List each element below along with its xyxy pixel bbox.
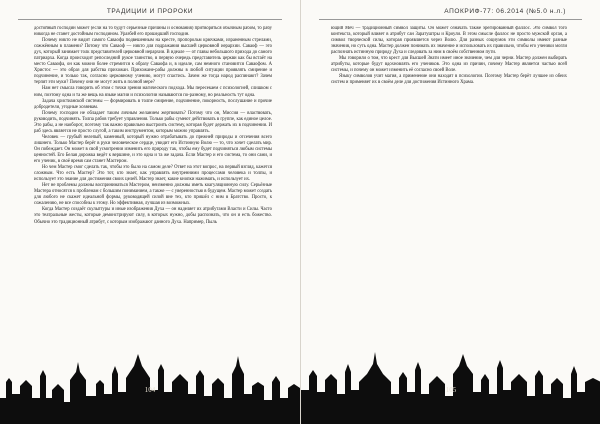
left-page-body [34,26,272,308]
city-skyline-silhouette-right [301,294,600,424]
city-skyline-silhouette-left [0,294,300,424]
paragraph: Но чем Мастер смог сделать так, чтобы это было на самом деле? Ответ на этот вопрос, на первый взгляд, кажется сложным. Что есть Мастер? Это тот, кто знает, как управлять внутренними процессами человека и толпы, и использует это знание для достижения своих целей. Мастер знает, какие кнопки нажимать, и использует их. [34,165,272,183]
paragraph: Мы говорили о том, что крест для Высшей Знати имеет иное значение, чем для черни. Мастер должен выбирать атрибуты, которые будут вдохновлять его учеников. Это одна из причин, почему Мастер является частью всей системы, и почему он может изменить её согласно своей Воле. [331,56,567,74]
page-number-left: 104 [144,386,156,394]
running-head-left: ТРАДИЦИИ И ПРОРОКИ [106,8,194,15]
paragraph: Когда Мастер создаёт скульптуры и иные изображения Духа — он наделяет их атрибутами Власти и Силы. Часто это театральные жесты, которые демонстрируют силу, в которых нужно, добы распознать, что он и есть божество. Обычно это традиционный атрибут, с которым изображают данного Духа. Например, Пыль [34,207,272,225]
paragraph: ющий Мёч — традиционный символ защиты. Он может означать также эрегированный фаллос. Это символ того контекста, который влияет в атрибут сан Заратуштры и Кроули. В этом смысле фаллос не просто мужской орган, а символ творческой силы, которая проявляется через Волю. Для разных социумов эти символы имеют разные значения, но суть одна. Мастер должен понимать их значение и использовать их правильно, чтобы его ученики могли распознать истинную природу Духа и следовать за ним в своём собственном пути. [331,26,567,56]
paragraph: Нам нет смысла говорить об этом с точки зрения магического подхода. Мы пересекаем с психологией, слишком с ним, поэтому одна и та же вещь на языке магии и психологии называются по-разному, но реальность тут одна. [34,86,272,98]
header-rule-left [18,19,282,20]
paragraph: Нет не проблемы должны восприниматься Мастером, неизменно должны иметь коагуляционную силу. Серьёзные Мастера относятся к проблемам с большим пониманием, а также — с уверенностью в будущем. Мастер может создать для любого не скажет идеальной формы, руководящей силой вне тех, кто пришёл с ним в Братство. Просто, к сожалению, не все способны к этому. Но эффективная, лучшая из возможных. [34,183,272,207]
paragraph: Человек — грубый нелепый, каменный, который нужно отрабатывать до прежней природы и отсечения всего лишнего. Только Мастер берёт в руки человеческое сердце, увидит его Истинную Волю — то, что хочет сделать мир. Он побеждает. Он может в свой усмотрении изменить его природу так, чтобы ему будет подчиняться любым системы ценностей. Его Белая дорожка ведёт к вершине, и это одна и та же задача. Если Мастер и его система, то они сами, и его ученик, в своё время сам станет Мастером. [34,134,272,165]
page-number-right: 105 [445,386,457,394]
paragraph: Почему никто не видит самого Саваофа подвешенным на кресте, пропорольм крючками, израненным стрелами, сожжённым в пламени? Потому что Саваоф — никто для подражания высшей церковной иерархии. Саваоф — это дух, который занимает толк представителей церковной иерархии. В идеале — от главы небольшого прихода до самого патриарха. Когда происходит репоследний рукое таинство, в первую очередь представитель церкви как бы встаёт на место Саваофа, он как можно более стремится к образу Саваофа и, в идеале, сам немного становится Саваофом. А Христос — это образ для рабства прихожан. Прихожане-рабы должны в любой ситуации проявлять смирение и подчинение, и только так, согласно церковному учению, могут спастись. Зачем же тогда народ распинают? Зачем терпят эти муки? Почему они не могут жить в полной мере? [34,38,272,86]
paragraph: Почему господин не обладает таким личным желанием жертвовать? Потому что он, Миссия — властвовать, руководить, подчинять. Толпа рабов требует управления. Только рабы сумеют действовать в группе, как единое целое. Это рабы, а не наоборот, поэтому так важно правильно выстроить систему, которая будет держать их в подчинении. И раб здесь является не просто слугой, а таким инструментом, которым можно управлять. [34,110,272,134]
header-rule-right [319,19,582,20]
running-head-right: АПОКРИФ-77: 06.2014 (№5.0 н.л.) [444,8,566,15]
paragraph: Задача христианской системы — формировать в толпе смирение, подчинение, покорность, послушание и прочие добродетели, угодные хозяевам. [34,98,272,110]
paragraph: достойный господин может (если на то будут серьёзные причины и основания) притворяться обычным рабом, то рабу никогда не станет достойным господином. Уразбей его прошедший господин. [34,26,272,38]
right-page-body [331,26,567,138]
paragraph: Языку символов учит магия, а применение они находят в психологии. Поэтому Мастер берёт лучшее из обеих систем и применяет их в своём деле для достижения Истинного Храма. [331,74,567,86]
right-page [300,0,600,424]
